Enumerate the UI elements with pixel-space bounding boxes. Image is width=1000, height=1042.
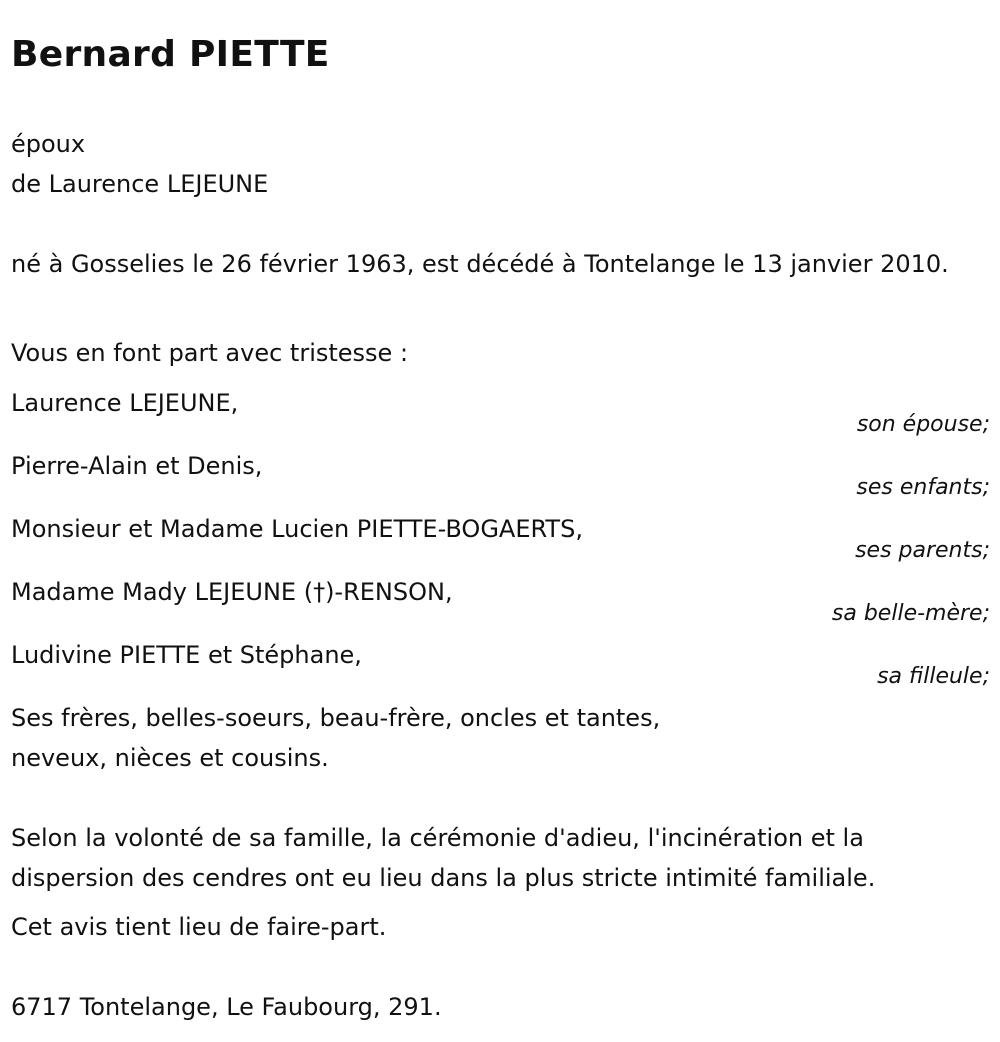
family-member-name: Madame Mady LEJEUNE (†)-RENSON,: [11, 578, 453, 606]
notice-text: Cet avis tient lieu de faire-part.: [11, 913, 387, 941]
family-member-role: ses enfants;: [856, 475, 990, 500]
family-member-name: Monsieur et Madame Lucien PIETTE-BOGAERTS,: [11, 515, 583, 543]
other-relatives-line-2: neveux, nièces et cousins.: [11, 744, 329, 772]
spouse-line-2: de Laurence LEJEUNE: [11, 170, 269, 198]
family-member-name: Ludivine PIETTE et Stéphane,: [11, 641, 362, 669]
deceased-name: Bernard PIETTE: [11, 34, 330, 75]
spouse-line-1: époux: [11, 130, 86, 158]
family-member-role: ses parents;: [855, 538, 990, 563]
family-member-role: son épouse;: [856, 412, 990, 437]
other-relatives-line-1: Ses frères, belles-soeurs, beau-frère, oncles et tantes,: [11, 704, 661, 732]
address-text: 6717 Tontelange, Le Faubourg, 291.: [11, 993, 442, 1021]
family-member-role: sa filleule;: [877, 664, 990, 689]
family-member-role: sa belle-mère;: [831, 601, 990, 626]
birth-death-text: né à Gosselies le 26 février 1963, est décédé à Tontelange le 13 janvier 2010.: [11, 250, 949, 278]
announcement-text: Vous en font part avec tristesse :: [11, 339, 409, 367]
family-member-name: Pierre-Alain et Denis,: [11, 452, 263, 480]
family-member-name: Laurence LEJEUNE,: [11, 389, 239, 417]
ceremony-text: Selon la volonté de sa famille, la cérémonie d'adieu, l'incinération et la dispersion des cendres ont eu lieu dans la plus stricte intimité familiale.: [11, 824, 876, 892]
